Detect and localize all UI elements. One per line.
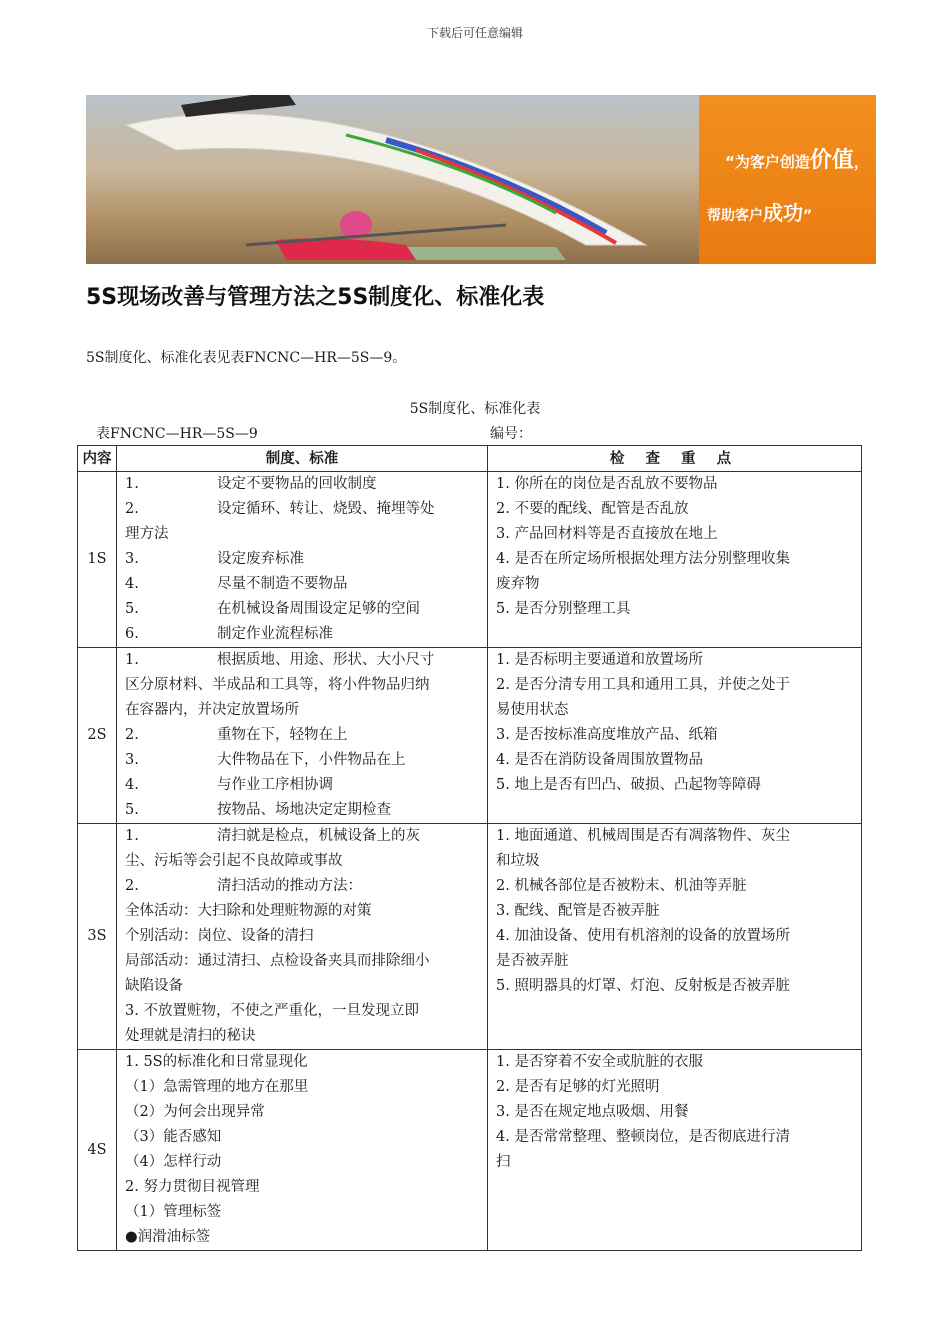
check-line: 2. 不要的配线、配管是否乱放 xyxy=(496,501,689,517)
standardization-table xyxy=(77,445,862,1251)
table-header-row xyxy=(78,446,862,472)
check-line: 是否被弄脏 xyxy=(496,953,569,969)
standard-text: 个别活动：岗位、设备的清扫 xyxy=(125,928,314,944)
slogan-1-emphasis: 价值 xyxy=(809,148,854,173)
standard-text: （1）管理标签 xyxy=(125,1204,222,1220)
slogan-1-prefix: “为客户创造 xyxy=(725,153,810,171)
check-line: 4. 是否在所定场所根据处理方法分别整理收集 xyxy=(496,551,790,567)
header-check-points: 检 查 重 点 xyxy=(488,446,862,472)
standard-text: 根据质地、用途、形状、大小尺寸 xyxy=(217,652,435,668)
standard-line xyxy=(125,1050,479,1075)
check-line: 3. 是否按标准高度堆放产品、纸箱 xyxy=(496,727,718,743)
standard-line xyxy=(125,824,479,849)
check-line: 易使用状态 xyxy=(496,702,569,718)
standard-text: 与作业工序相协调 xyxy=(217,777,333,793)
check-points-cell xyxy=(488,824,862,1050)
standard-line xyxy=(125,748,479,773)
standard-text: 在容器内，并决定放置场所 xyxy=(125,702,299,718)
hang-glider-illustration xyxy=(86,95,699,264)
slogan-2-emphasis: 成功 xyxy=(763,201,803,225)
check-line: 1. 是否穿着不安全或肮脏的衣服 xyxy=(496,1054,703,1070)
table-caption: 5S制度化、标准化表 xyxy=(409,401,541,417)
standard-text: 清扫活动的推动方法： xyxy=(217,878,362,894)
standard-text: （3）能否感知 xyxy=(125,1129,222,1145)
standard-text: 尽量不制造不要物品 xyxy=(217,576,348,592)
check-line: 1. 你所在的岗位是否乱放不要物品 xyxy=(496,476,718,492)
standard-line xyxy=(125,698,479,723)
document-title: 5S现场改善与管理方法之5S制度化、标准化表 xyxy=(86,285,545,310)
header-content: 内容 xyxy=(78,446,117,472)
standard-text: 全体活动：大扫除和处理赃物源的对策 xyxy=(125,903,372,919)
standard-line xyxy=(125,648,479,673)
standard-line xyxy=(125,1075,479,1100)
standard-text: 理方法 xyxy=(125,526,169,542)
table-number-label: 编号： xyxy=(490,426,532,442)
check-line: 5. 是否分别整理工具 xyxy=(496,601,631,617)
check-line: 4. 是否常常整理、整顿岗位，是否彻底进行清 xyxy=(496,1129,790,1145)
section-label: 1S xyxy=(78,472,117,648)
section-label: 4S xyxy=(78,1050,117,1251)
standard-text: 3. 不放置赃物，不使之严重化，一旦发现立即 xyxy=(125,1003,419,1019)
check-points-cell xyxy=(488,472,862,648)
slogan-2-prefix: 帮助客户 xyxy=(707,208,763,224)
standards-cell xyxy=(117,472,488,648)
table-row xyxy=(78,1050,862,1251)
intro-paragraph: 5S制度化、标准化表见表FNCNC—HR—5S—9。 xyxy=(86,350,407,366)
standard-number: 2. xyxy=(125,501,139,517)
header-standards: 制度、标准 xyxy=(117,446,488,472)
standard-line xyxy=(125,1125,479,1150)
table-row xyxy=(78,648,862,824)
section-label: 2S xyxy=(78,648,117,824)
standard-text: 大件物品在下，小件物品在上 xyxy=(217,752,406,768)
standard-line xyxy=(125,1225,479,1250)
standard-line xyxy=(125,673,479,698)
standard-line xyxy=(125,547,479,572)
standard-number: 2. xyxy=(125,727,139,743)
standard-text: 制定作业流程标准 xyxy=(217,626,333,642)
slogan-panel xyxy=(699,95,876,264)
page-header-note: 下载后可任意编辑 xyxy=(426,26,523,40)
standard-line xyxy=(125,773,479,798)
standard-number: 6. xyxy=(125,626,139,642)
slogan-2-suffix: ” xyxy=(803,208,813,224)
check-line: 5. 照明器具的灯罩、灯泡、反射板是否被弄脏 xyxy=(496,978,790,994)
standard-line xyxy=(125,472,479,497)
check-line: 和垃圾 xyxy=(496,853,540,869)
standard-text: 清扫就是检点，机械设备上的灰 xyxy=(217,828,420,844)
standard-number: 5. xyxy=(125,802,139,818)
standard-text: 重物在下，轻物在上 xyxy=(217,727,348,743)
slogan-line-1 xyxy=(725,143,869,174)
standard-line xyxy=(125,1024,479,1049)
standard-text: （2）为何会出现异常 xyxy=(125,1104,265,1120)
standard-line xyxy=(125,1200,479,1225)
standard-line xyxy=(125,798,479,823)
standard-text: 设定不要物品的回收制度 xyxy=(217,476,377,492)
standard-line xyxy=(125,974,479,999)
standard-number: 3. xyxy=(125,752,139,768)
standard-line xyxy=(125,1150,479,1175)
check-line: 2. 机械各部位是否被粉末、机油等弄脏 xyxy=(496,878,747,894)
hang-glider-photo xyxy=(86,95,699,264)
check-points-cell xyxy=(488,648,862,824)
standard-text: 区分原材料、半成品和工具等，将小件物品归纳 xyxy=(125,677,430,693)
standard-line xyxy=(125,849,479,874)
standard-line xyxy=(125,723,479,748)
standard-line xyxy=(125,874,479,899)
standard-number: 1. xyxy=(125,828,139,844)
standard-line xyxy=(125,924,479,949)
standard-text: 在机械设备周围设定足够的空间 xyxy=(217,601,420,617)
check-points-cell xyxy=(488,1050,862,1251)
standard-number: 1. xyxy=(125,476,139,492)
check-line: 1. 是否标明主要通道和放置场所 xyxy=(496,652,703,668)
standard-text: 按物品、场地决定定期检查 xyxy=(217,802,391,818)
standard-line xyxy=(125,1175,479,1200)
table-row xyxy=(78,824,862,1050)
standard-text: （4）怎样行动 xyxy=(125,1154,222,1170)
standards-cell xyxy=(117,824,488,1050)
check-line: 4. 加油设备、使用有机溶剂的设备的放置场所 xyxy=(496,928,790,944)
check-line: 4. 是否在消防设备周围放置物品 xyxy=(496,752,703,768)
standard-line xyxy=(125,1100,479,1125)
standard-line xyxy=(125,899,479,924)
standard-line xyxy=(125,622,479,647)
standard-text: 局部活动：通过清扫、点检设备夹具而排除细小 xyxy=(125,953,430,969)
standard-number: 1. xyxy=(125,652,139,668)
check-line: 1. 地面通道、机械周围是否有凋落物件、灰尘 xyxy=(496,828,790,844)
check-line: 2. 是否有足够的灯光照明 xyxy=(496,1079,660,1095)
check-line: 废弃物 xyxy=(496,576,540,592)
banner xyxy=(86,95,876,264)
standard-line xyxy=(125,572,479,597)
standard-number: 4. xyxy=(125,576,139,592)
standard-number: 4. xyxy=(125,777,139,793)
check-line: 3. 是否在规定地点吸烟、用餐 xyxy=(496,1104,689,1120)
table-code: 表FNCNC—HR—5S—9 xyxy=(96,426,258,442)
standard-text: ●润滑油标签 xyxy=(125,1229,211,1245)
standard-line xyxy=(125,597,479,622)
standard-number: 2. xyxy=(125,878,139,894)
standard-line xyxy=(125,999,479,1024)
table-row xyxy=(78,472,862,648)
slogan-line-2 xyxy=(707,197,812,226)
standard-text: 设定废弃标准 xyxy=(217,551,304,567)
standard-line xyxy=(125,522,479,547)
standard-number: 5. xyxy=(125,601,139,617)
check-line: 2. 是否分清专用工具和通用工具，并使之处于 xyxy=(496,677,790,693)
check-line: 5. 地上是否有凹凸、破损、凸起物等障碍 xyxy=(496,777,761,793)
section-label: 3S xyxy=(78,824,117,1050)
standards-cell xyxy=(117,648,488,824)
standard-text: （1）急需管理的地方在那里 xyxy=(125,1079,309,1095)
standard-line xyxy=(125,497,479,522)
check-line: 扫 xyxy=(496,1154,511,1170)
check-line: 3. 配线、配管是否被弄脏 xyxy=(496,903,660,919)
check-line: 3. 产品回材料等是否直接放在地上 xyxy=(496,526,718,542)
standard-number: 3. xyxy=(125,551,139,567)
standard-line xyxy=(125,949,479,974)
standard-text: 2. 努力贯彻目视管理 xyxy=(125,1179,260,1195)
standard-text: 尘、污垢等会引起不良故障或事故 xyxy=(125,853,343,869)
standard-text: 1. 5S的标准化和日常显现化 xyxy=(125,1054,308,1070)
standards-cell xyxy=(117,1050,488,1251)
standard-text: 缺陷设备 xyxy=(125,978,183,994)
standard-text: 设定循环、转让、烧毁、掩埋等处 xyxy=(217,501,435,517)
standard-text: 处理就是清扫的秘诀 xyxy=(125,1028,256,1044)
slogan-1-suffix: ， xyxy=(853,153,869,171)
